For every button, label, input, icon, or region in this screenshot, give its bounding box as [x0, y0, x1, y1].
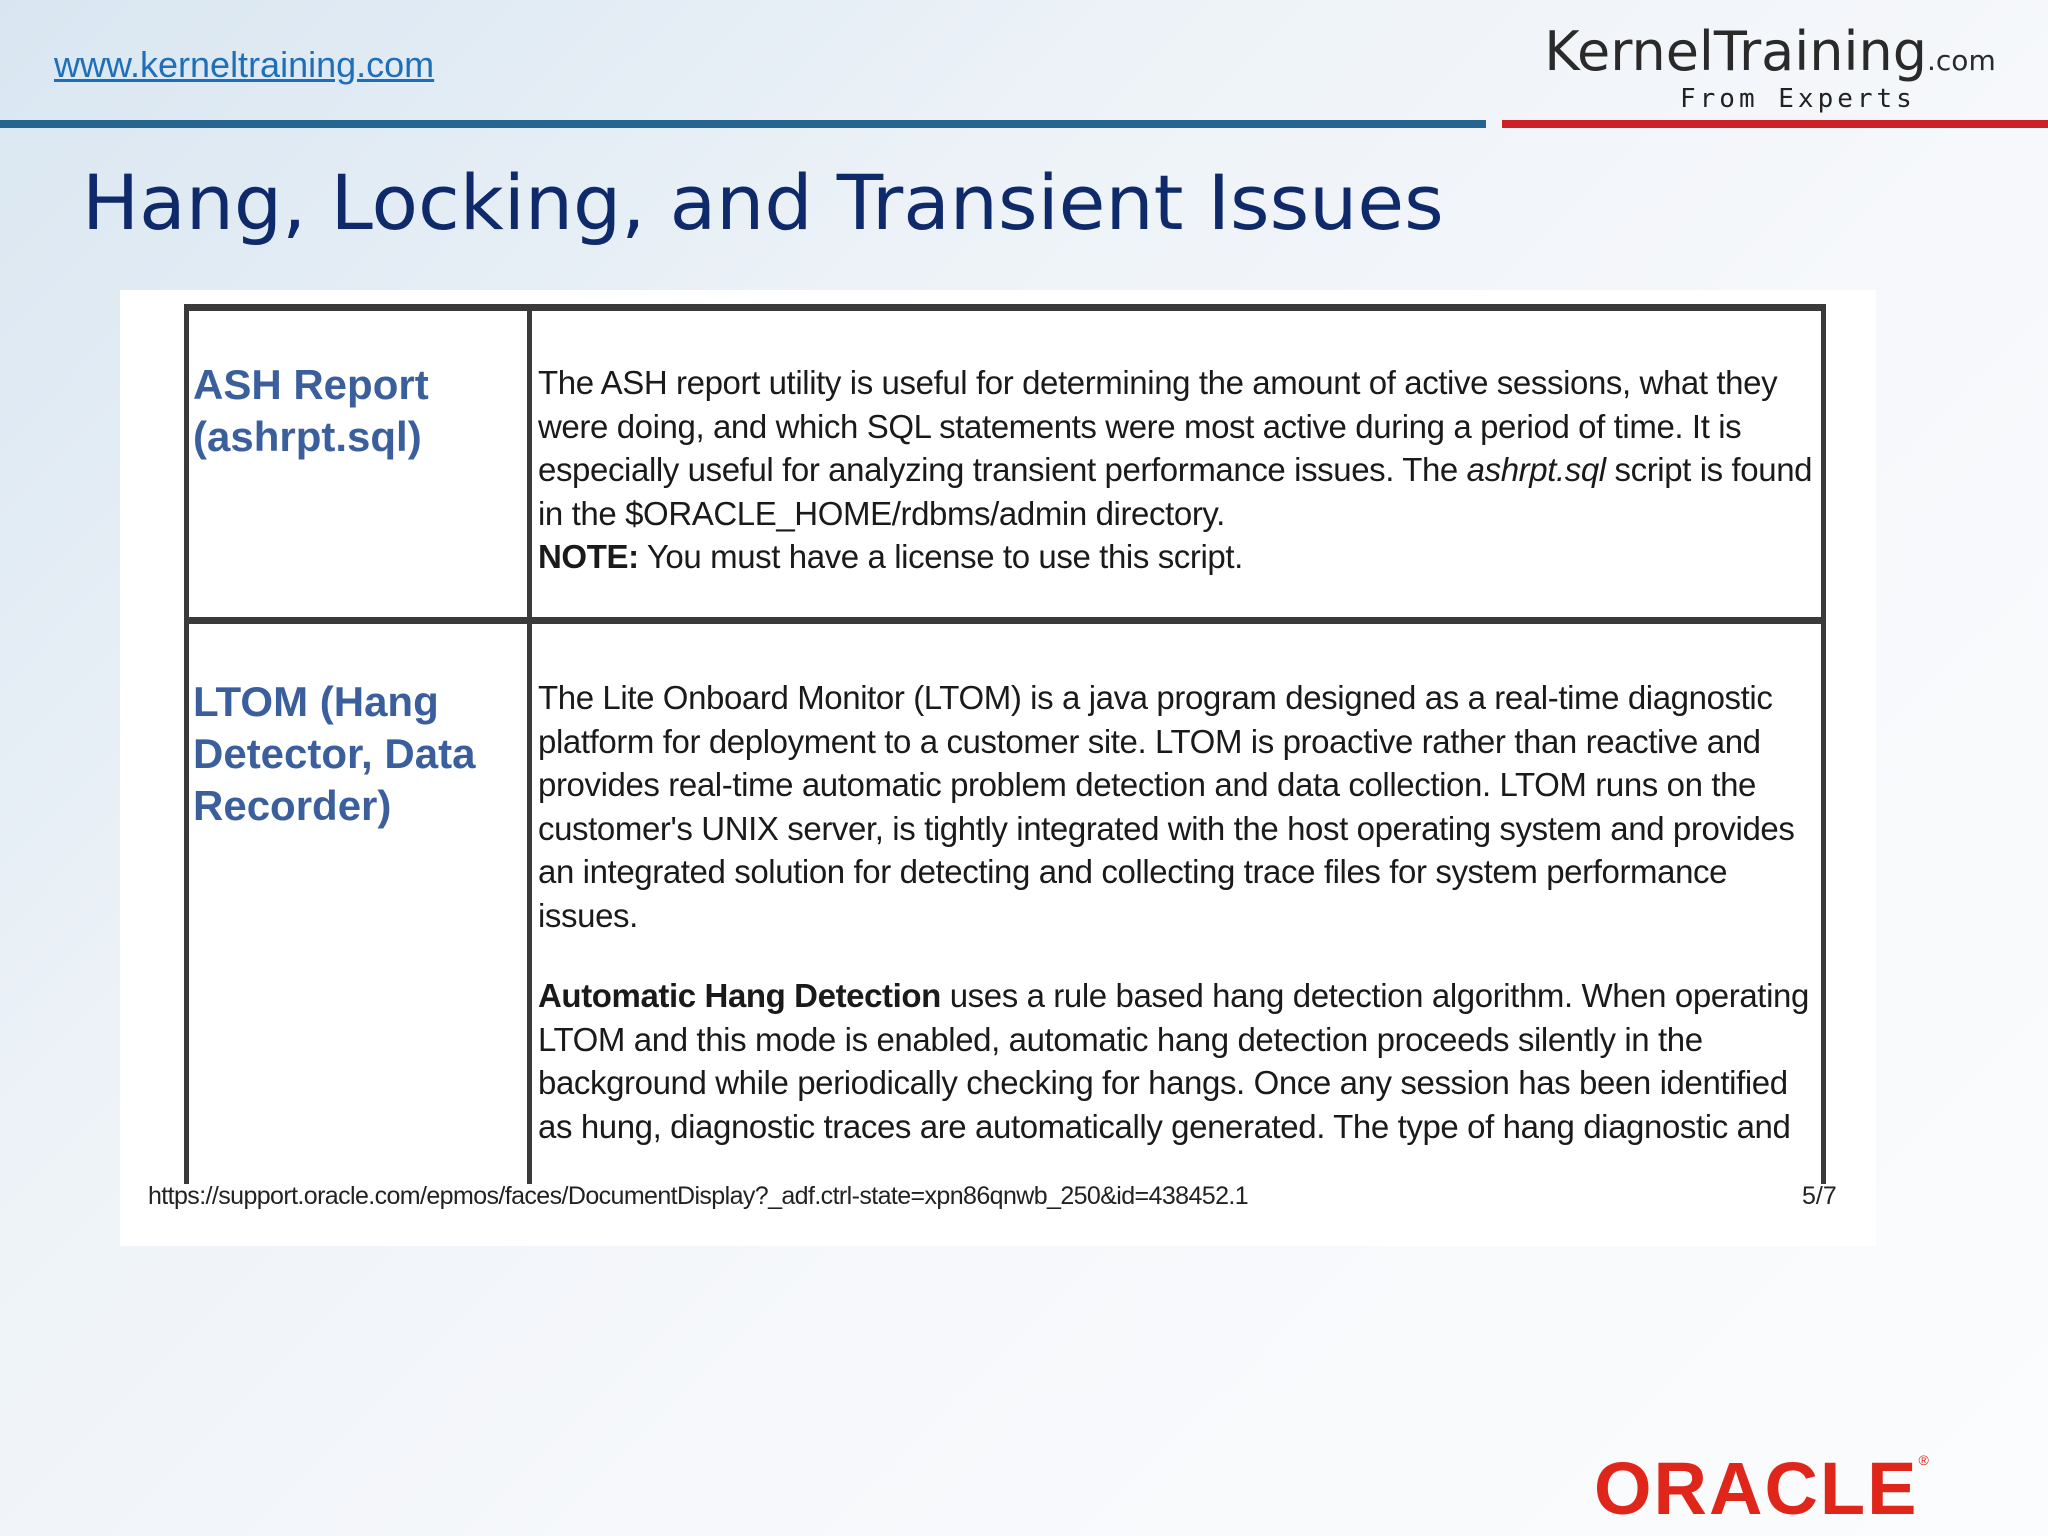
feature-name: Automatic Hang Detection [538, 977, 941, 1014]
oracle-logo [1594, 1446, 1931, 1531]
body-paragraph [538, 361, 1815, 535]
row-body-cell [530, 621, 1824, 1185]
body-text: script is found in the $ORACLE_HOME/rdbms/admin directory. [538, 451, 1813, 532]
row-label-cell [187, 621, 530, 1185]
logo-tagline: From Experts [1680, 84, 1916, 114]
row-label-line: LTOM (Hang [193, 678, 439, 725]
logo-suffix: .com [1927, 44, 1996, 77]
body-paragraph [538, 974, 1815, 1148]
slide-title: Hang, Locking, and Transient Issues [82, 158, 1444, 247]
logo-wordmark [1500, 20, 2040, 83]
logo-name: KernelTraining [1544, 20, 1928, 83]
document-screenshot [120, 290, 1876, 1246]
page-number: 5/7 [1802, 1182, 1837, 1210]
row-label-line: Detector, Data [193, 730, 476, 777]
site-link[interactable]: www.kerneltraining.com [54, 44, 435, 85]
table-row [187, 308, 1824, 621]
note-text: You must have a license to use this script. [638, 538, 1243, 575]
row-body [532, 624, 1821, 1148]
doc-table [184, 304, 1826, 1184]
kerneltraining-logo [1500, 20, 2040, 116]
registered-mark: ® [1918, 1452, 1931, 1468]
body-text: uses a rule based hang detection algorithm. When operating LTOM and this mode is enabled, automatic hang detection proceeds silently in the background while periodically checking for hangs. Once any session has been identified as hung, diagnostic traces are automatically generated. The type of hang diagnostic and [538, 977, 1809, 1145]
note-label: NOTE: [538, 538, 639, 575]
header-rule-red [1502, 120, 2048, 128]
oracle-wordmark: ORACLE [1594, 1447, 1919, 1530]
document-url: https://support.oracle.com/epmos/faces/DocumentDisplay?_adf.ctrl-state=xpn86qnwb_250&id=438452.1 [148, 1182, 1249, 1210]
row-label [189, 311, 527, 463]
body-paragraph: The Lite Onboard Monitor (LTOM) is a java program designed as a real-time diagnostic platform for deployment to a customer site. LTOM is proactive rather than reactive and provides real-time automatic problem detection and data collection. LTOM runs on the customer's UNIX server, is tightly integrated with the host operating system and provides an integrated solution for detecting and collecting trace files for system performance issues. [538, 679, 1795, 934]
row-label-line: Recorder) [193, 782, 392, 829]
row-body-cell [530, 308, 1824, 621]
header-rule-blue [0, 120, 1486, 128]
body-text: The ASH report utility is useful for determining the amount of active sessions, what they were doing, and which SQL statements were most active during a period of time. It is especially useful for analyzing transient performance issues. The [538, 364, 1778, 488]
row-label-cell [187, 308, 530, 621]
script-name: ashrpt.sql [1466, 451, 1606, 488]
row-label [189, 624, 527, 832]
note-paragraph [538, 535, 1815, 579]
table-row [187, 621, 1824, 1185]
row-label-line: ASH Report [193, 361, 429, 408]
row-label-line: (ashrpt.sql) [193, 413, 422, 460]
row-body [532, 311, 1821, 579]
